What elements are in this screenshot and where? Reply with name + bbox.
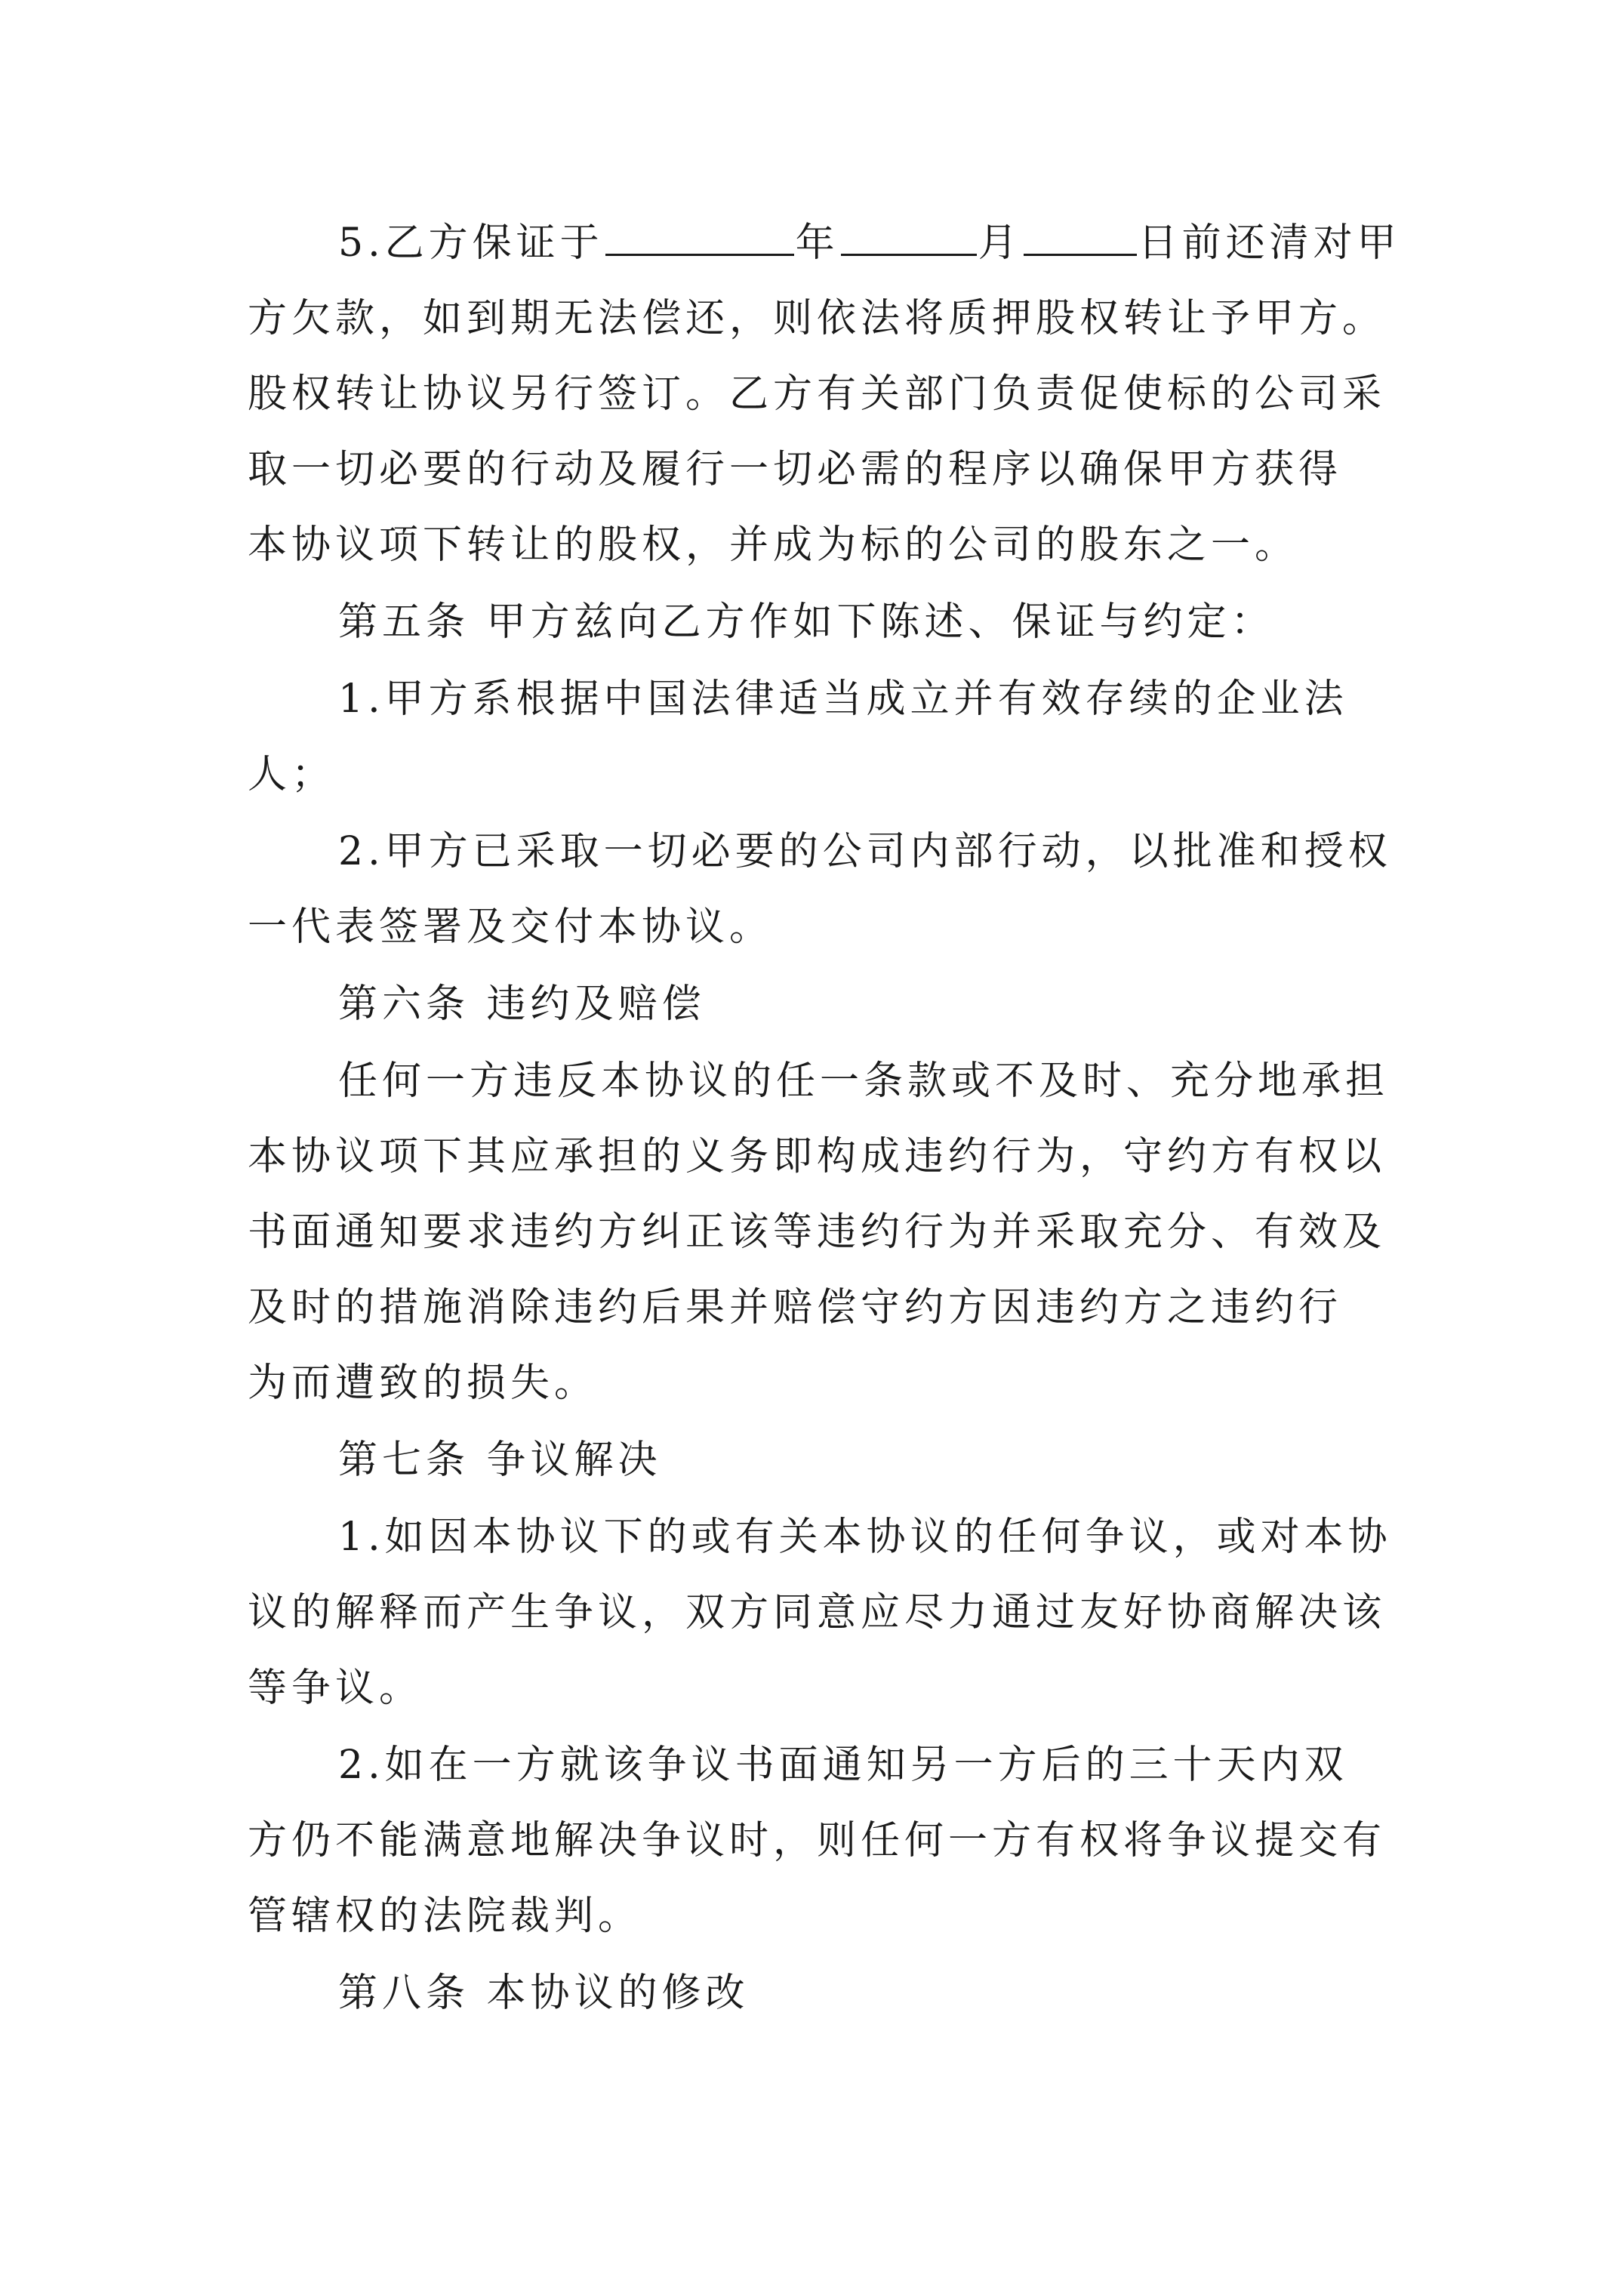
clause-4-item-5-line-1	[338, 205, 1546, 281]
paragraph-line: 本协议项下其应承担的义务即构成违约行为，守约方有权以	[248, 1134, 1387, 1179]
month-blank[interactable]	[841, 211, 977, 256]
paragraph-line: 书面通知要求违约方纠正该等违约行为并采取充分、有效及	[248, 1210, 1387, 1255]
text-segment: 日前还清对甲	[1138, 220, 1401, 266]
paragraph-line: 及时的措施消除违约后果并赔偿守约方因违约方之违约行	[248, 1285, 1343, 1330]
clause-5-heading: 第五条 甲方兹向乙方作如下陈述、保证与约定：	[338, 599, 1275, 645]
paragraph-line: 2.如在一方就该争议书面通知另一方后的三十天内双	[338, 1743, 1348, 1788]
paragraph-line: 取一切必要的行动及履行一切必需的程序以确保甲方获得	[248, 447, 1343, 492]
paragraph-line: 人；	[248, 752, 336, 797]
day-blank[interactable]	[1024, 211, 1137, 256]
text-segment: 5.乙方保证于	[338, 220, 604, 266]
paragraph-line: 为而遭致的损失。	[248, 1361, 599, 1406]
paragraph-line: 1.如因本协议下的或有关本协议的任何争议，或对本协	[338, 1515, 1392, 1560]
paragraph-line: 议的解释而产生争议，双方同意应尽力通过友好协商解决该	[248, 1590, 1387, 1635]
paragraph-line: 2.甲方已采取一切必要的公司内部行动，以批准和授权	[338, 829, 1392, 874]
paragraph-line: 本协议项下转让的股权，并成为标的公司的股东之一。	[248, 522, 1299, 568]
text-segment: 年	[795, 220, 839, 266]
paragraph-line: 1.甲方系根据中国法律适当成立并有效存续的企业法	[338, 676, 1348, 722]
clause-7-heading: 第七条 争议解决	[338, 1438, 662, 1483]
paragraph-line: 方欠款，如到期无法偿还，则依法将质押股权转让予甲方。	[248, 296, 1387, 341]
year-blank[interactable]	[605, 211, 794, 256]
paragraph-line: 等争议。	[248, 1666, 423, 1711]
paragraph-line: 任何一方违反本协议的任一条款或不及时、充分地承担	[338, 1059, 1390, 1104]
clause-8-heading: 第八条 本协议的修改	[338, 1971, 750, 2016]
text-segment: 月	[978, 220, 1022, 266]
paragraph-line: 股权转让协议另行签订。乙方有关部门负责促使标的公司采	[248, 371, 1387, 417]
paragraph-line: 管辖权的法院裁判。	[248, 1894, 642, 1939]
paragraph-line: 一代表签署及交付本协议。	[248, 905, 774, 950]
clause-6-heading: 第六条 违约及赔偿	[338, 982, 706, 1027]
paragraph-line: 方仍不能满意地解决争议时，则任何一方有权将争议提交有	[248, 1818, 1387, 1863]
